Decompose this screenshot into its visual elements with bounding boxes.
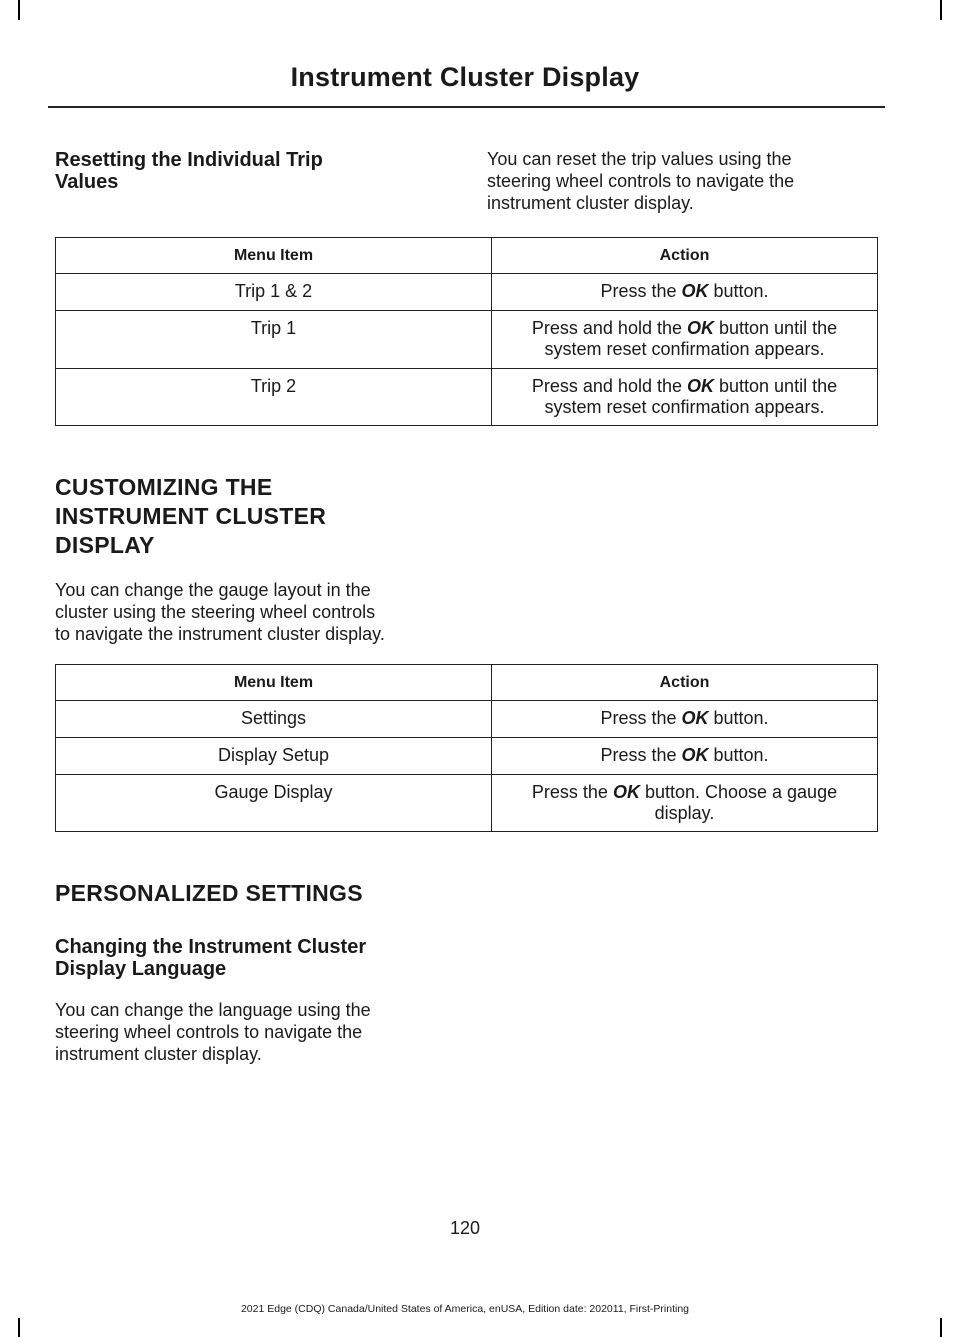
customizing-heading-line1: CUSTOMIZING THE: [55, 474, 273, 500]
action-text: button.: [708, 708, 769, 728]
menu-item-cell: Display Setup: [56, 738, 492, 775]
language-body: [55, 999, 475, 1065]
crop-mark-top-right: [940, 0, 942, 20]
header-rule: [48, 106, 885, 108]
trip-reset-heading: [55, 149, 455, 193]
action-cell: [492, 369, 878, 426]
ok-button-label: OK: [681, 281, 709, 301]
column-header-menu-item: Menu Item: [56, 665, 492, 701]
crop-mark-bottom-left: [18, 1318, 20, 1337]
action-cell: [492, 738, 878, 775]
customizing-body-line1: You can change the gauge layout in the: [55, 580, 371, 600]
customizing-heading: [55, 473, 475, 560]
trip-reset-intro-line1: You can reset the trip values using the: [487, 149, 792, 169]
language-body-line3: instrument cluster display.: [55, 1044, 262, 1064]
ok-button-label: OK: [681, 745, 709, 765]
trip-reset-intro-line2: steering wheel controls to navigate the: [487, 171, 795, 191]
action-text: button.: [708, 745, 769, 765]
customizing-heading-line3: DISPLAY: [55, 532, 155, 558]
page-footer: 2021 Edge (CDQ) Canada/United States of America, enUSA, Edition date: 202011, First-Printing: [240, 1303, 690, 1315]
crop-mark-bottom-right: [940, 1318, 942, 1337]
customizing-body: [55, 579, 475, 645]
table-row: [56, 775, 878, 832]
action-text: button. Choose a gauge: [639, 782, 838, 802]
action-text: button.: [708, 281, 769, 301]
customizing-body-line3: to navigate the instrument cluster display.: [55, 624, 385, 644]
language-body-line2: steering wheel controls to navigate the: [55, 1022, 363, 1042]
table-header-row: [56, 665, 878, 701]
trip-reset-intro: [487, 148, 882, 214]
action-cell: [492, 274, 878, 311]
trip-reset-heading-line1: Resetting the Individual Trip: [55, 149, 323, 171]
action-text: Press the: [600, 745, 682, 765]
menu-item-cell: Gauge Display: [56, 775, 492, 832]
page-header-title: Instrument Cluster Display: [290, 62, 640, 92]
trip-reset-heading-line2: Values: [55, 171, 119, 193]
page-number: 120: [449, 1218, 481, 1238]
column-header-menu-item: Menu Item: [56, 238, 492, 274]
action-text: Press and hold the: [531, 318, 687, 338]
trip-reset-table: [55, 237, 878, 426]
language-body-line1: You can change the language using the: [55, 1000, 371, 1020]
column-header-action: Action: [492, 238, 878, 274]
table-row: [56, 369, 878, 426]
language-subheading: [55, 936, 475, 980]
menu-item-cell: Trip 1 & 2: [56, 274, 492, 311]
customizing-body-line2: cluster using the steering wheel controls: [55, 602, 376, 622]
action-text-line2: display.: [654, 803, 715, 823]
table-row: [56, 274, 878, 311]
action-text: Press the: [600, 708, 682, 728]
menu-item-cell: Trip 2: [56, 369, 492, 426]
action-text: Press and hold the: [531, 376, 687, 396]
action-cell: [492, 311, 878, 369]
language-subheading-line1: Changing the Instrument Cluster: [55, 936, 367, 958]
action-text-line2: system reset confirmation appears.: [544, 397, 825, 417]
table-row: [56, 311, 878, 369]
table-row: [56, 701, 878, 738]
table-row: [56, 738, 878, 775]
table-header-row: [56, 238, 878, 274]
ok-button-label: OK: [687, 376, 714, 396]
language-subheading-line2: Display Language: [55, 958, 227, 980]
column-header-action: Action: [492, 665, 878, 701]
menu-item-cell: Settings: [56, 701, 492, 738]
action-text: Press the: [531, 782, 613, 802]
ok-button-label: OK: [687, 318, 714, 338]
trip-reset-intro-line3: instrument cluster display.: [487, 193, 694, 213]
customizing-heading-line2: INSTRUMENT CLUSTER: [55, 503, 327, 529]
ok-button-label: OK: [681, 708, 709, 728]
menu-item-cell: Trip 1: [56, 311, 492, 369]
crop-mark-top-left: [18, 0, 20, 20]
action-text: button until the: [714, 318, 838, 338]
action-text-line2: system reset confirmation appears.: [544, 339, 825, 359]
gauge-layout-table: [55, 664, 878, 832]
action-cell: [492, 775, 878, 832]
personalized-heading: PERSONALIZED SETTINGS: [55, 880, 363, 906]
ok-button-label: OK: [612, 782, 640, 802]
action-cell: [492, 701, 878, 738]
action-text: button until the: [714, 376, 838, 396]
action-text: Press the: [600, 281, 682, 301]
